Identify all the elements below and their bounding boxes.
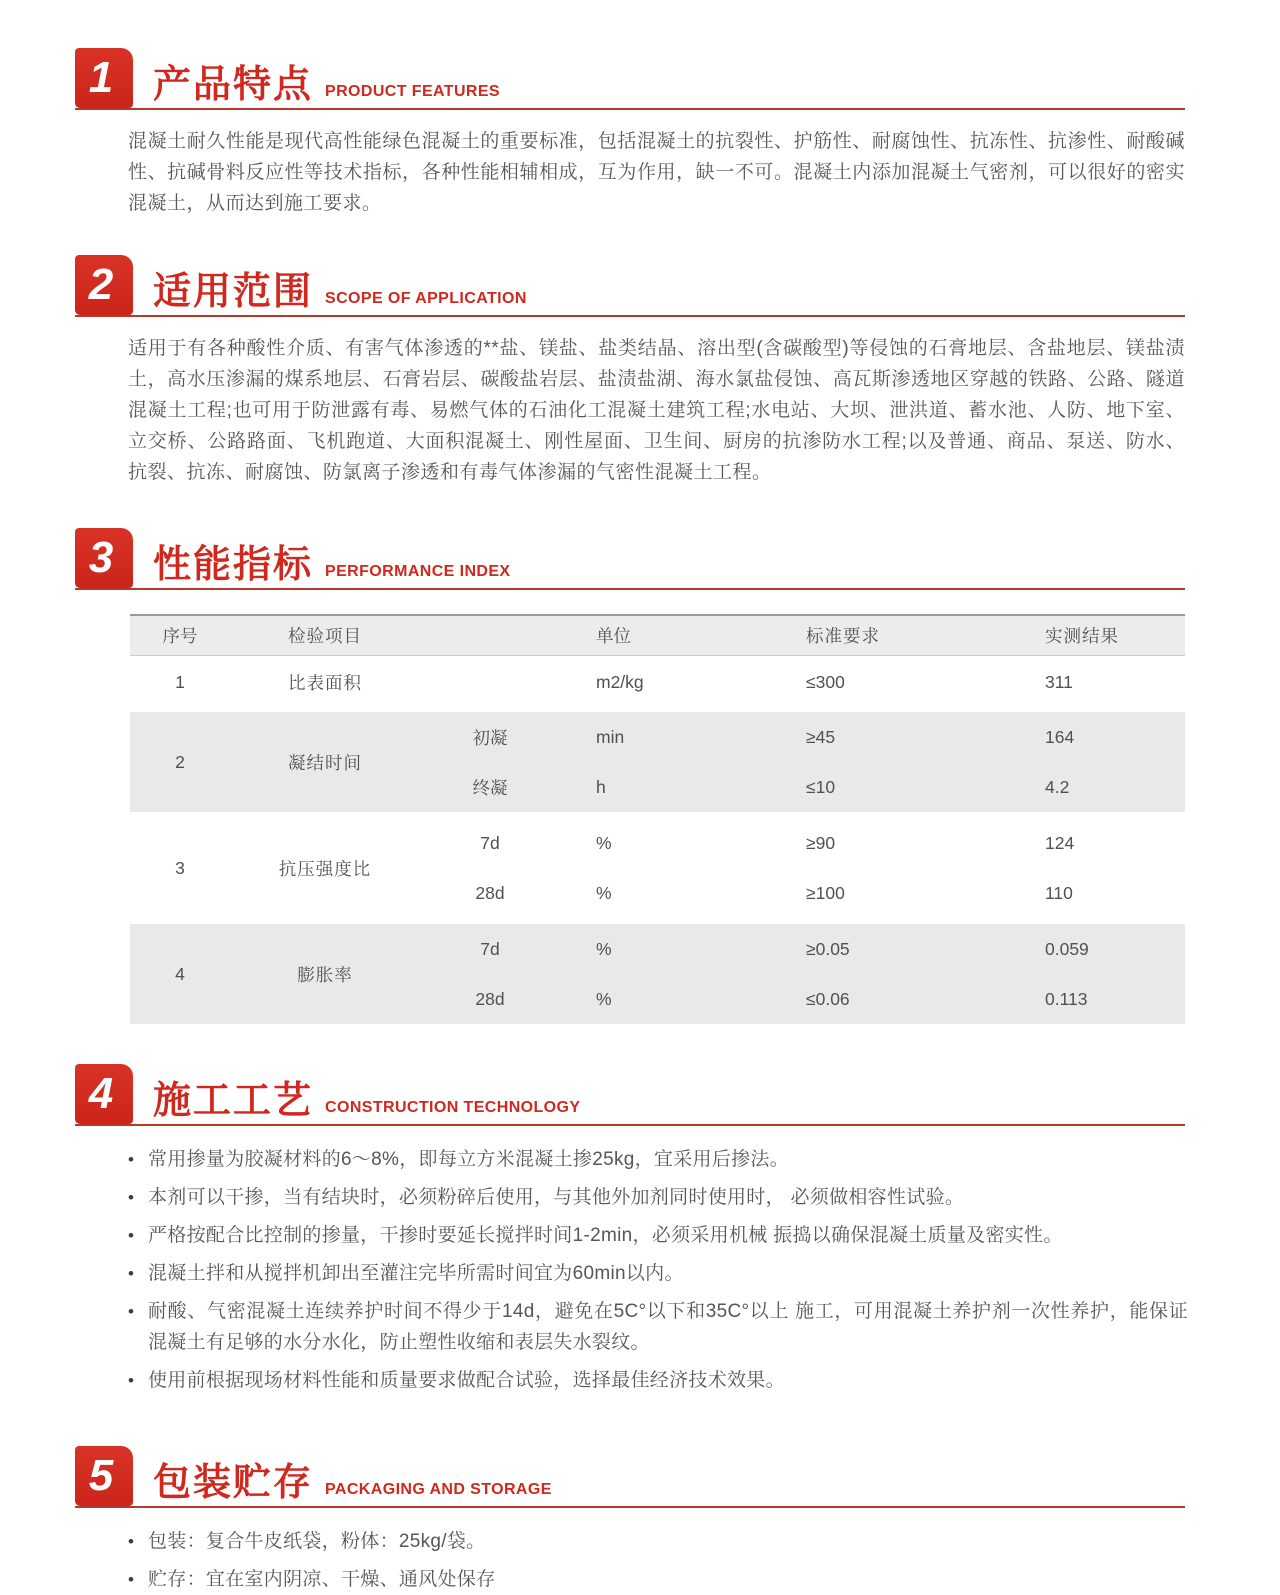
cell-unit: %	[596, 988, 612, 1009]
list-item-text: 本剂可以干掺，当有结块时，必须粉碎后使用，与其他外加剂同时使用时， 必须做相容性试验。	[148, 1187, 965, 1208]
section-1-title: 产品特点	[153, 64, 314, 106]
section-1-subtitle: PRODUCT FEATURES	[325, 83, 501, 100]
section-4-number-badge	[75, 1064, 133, 1124]
section-number: 3	[88, 533, 114, 582]
list-item-text: 耐酸、气密混凝土连续养护时间不得少于14d，避免在5C°以下和35C°以上 施工，可用混凝土养护剂一次性养护，能保证混凝土有足够的水分水化，防止塑性收缩和表层失水裂纹。	[148, 1301, 1188, 1353]
cell-subitem: 初凝	[472, 727, 508, 748]
cell-item: 抗压强度比	[278, 858, 372, 879]
section-number: 5	[88, 1451, 114, 1500]
section-4-title: 施工工艺	[153, 1080, 314, 1122]
list-item	[128, 1564, 1188, 1595]
performance-index-table	[130, 614, 1185, 1024]
list-item	[128, 1182, 1188, 1213]
cell-unit: %	[596, 882, 612, 903]
list-item-text: 混凝土拌和从搅拌机卸出至灌注完毕所需时间宜为60min以内。	[148, 1263, 684, 1284]
cell-unit: h	[596, 776, 606, 797]
section-5-header	[75, 1446, 1185, 1508]
table-group-compressive-strength-ratio	[130, 818, 1185, 918]
cell-unit: m2/kg	[596, 671, 644, 692]
list-item-text: 严格按配合比控制的掺量，干掺时要延长搅拌时间1-2min，必须采用机械 振捣以确保混凝土质量及密实性。	[148, 1225, 1063, 1246]
section-2-subtitle: SCOPE OF APPLICATION	[325, 290, 527, 307]
section-1-number-badge	[75, 48, 133, 108]
cell-subitem: 28d	[475, 882, 505, 903]
cell-unit: min	[596, 726, 625, 747]
cell-index: 1	[175, 671, 185, 692]
bullet-icon: •	[128, 1532, 135, 1551]
cell-subitem: 7d	[480, 832, 500, 853]
cell-result: 164	[1045, 726, 1075, 747]
section-3-subtitle: PERFORMANCE INDEX	[325, 563, 511, 580]
section-2-title: 适用范围	[153, 271, 314, 313]
list-item	[128, 1144, 1188, 1175]
col-header-unit: 单位	[596, 626, 631, 646]
cell-standard: ≤10	[806, 776, 836, 797]
cell-index: 4	[175, 963, 185, 984]
cell-index: 2	[175, 751, 185, 772]
bullet-icon: •	[128, 1371, 135, 1390]
cell-unit: %	[596, 832, 612, 853]
list-item	[128, 1220, 1188, 1251]
list-item-text: 常用掺量为胶凝材料的6～8%，即每立方米混凝土掺25kg，宜采用后掺法。	[148, 1149, 790, 1170]
table-header-row	[130, 614, 1185, 656]
section-construction-technology	[75, 1064, 1188, 1396]
section-product-features	[75, 48, 1185, 219]
section-3-title: 性能指标	[153, 544, 314, 586]
section-5-title: 包装贮存	[153, 1462, 314, 1504]
cell-result: 4.2	[1045, 776, 1070, 797]
bullet-icon: •	[128, 1188, 135, 1207]
cell-standard: ≤300	[806, 671, 845, 692]
cell-item: 比表面积	[288, 672, 362, 693]
section-performance-index	[75, 528, 1185, 1024]
list-item-text: 使用前根据现场材料性能和质量要求做配合试验，选择最佳经济技术效果。	[148, 1370, 785, 1391]
list-item	[128, 1526, 1188, 1557]
cell-item: 膨胀率	[297, 964, 353, 985]
section-3-header	[75, 528, 1185, 590]
section-scope-of-application	[75, 255, 1185, 488]
cell-result: 110	[1045, 882, 1073, 903]
section-1-header	[75, 48, 1185, 110]
col-header-index: 序号	[162, 626, 198, 646]
product-features-paragraph: 混凝土耐久性能是现代高性能绿色混凝土的重要标准，包括混凝土的抗裂性、护筋性、耐腐蚀性、抗冻性、抗渗性、耐酸碱性、抗碱骨料反应性等技术指标，各种性能相辅相成，互为作用，缺一不可。混凝土内添加混凝土气密剂，可以很好的密实混凝土，从而达到施工要求。	[128, 131, 1185, 214]
cell-subitem: 28d	[475, 988, 505, 1009]
section-5-subtitle: PACKAGING AND STORAGE	[325, 1481, 552, 1498]
cell-result: 124	[1045, 832, 1075, 853]
cell-standard: ≥0.05	[806, 938, 850, 959]
cell-item: 凝结时间	[288, 752, 362, 773]
table-group-setting-time	[130, 712, 1185, 812]
cell-standard: ≥45	[806, 726, 836, 747]
cell-index: 3	[175, 857, 185, 878]
list-item	[128, 1258, 1188, 1289]
section-4-subtitle: CONSTRUCTION TECHNOLOGY	[325, 1099, 581, 1116]
section-number: 1	[88, 53, 114, 102]
cell-result: 311	[1045, 671, 1073, 692]
list-item	[128, 1296, 1188, 1358]
bullet-icon: •	[128, 1264, 135, 1283]
section-number: 4	[88, 1069, 114, 1118]
packaging-storage-list	[128, 1526, 1188, 1595]
bullet-icon: •	[128, 1226, 135, 1245]
col-header-result: 实测结果	[1045, 626, 1119, 646]
list-item-text: 贮存：宜在室内阴凉、干燥、通风处保存	[148, 1569, 496, 1590]
cell-subitem: 终凝	[472, 777, 508, 798]
section-2-number-badge	[75, 255, 133, 315]
cell-standard: ≥100	[806, 882, 845, 903]
col-header-standard: 标准要求	[806, 626, 880, 646]
cell-result: 0.113	[1045, 988, 1088, 1009]
section-3-number-badge	[75, 528, 133, 588]
list-item-text: 包装：复合牛皮纸袋，粉体：25kg/袋。	[148, 1531, 486, 1552]
cell-subitem: 7d	[480, 938, 500, 959]
cell-result: 0.059	[1045, 938, 1089, 959]
bullet-icon: •	[128, 1150, 135, 1169]
construction-technology-list	[128, 1144, 1188, 1396]
cell-standard: ≥90	[806, 832, 836, 853]
cell-standard: ≤0.06	[806, 988, 850, 1009]
section-2-header	[75, 255, 1185, 317]
section-number: 2	[88, 260, 114, 309]
section-packaging-and-storage	[75, 1446, 1185, 1595]
table-group-surface-area	[130, 658, 1185, 706]
section-5-number-badge	[75, 1446, 133, 1506]
bullet-icon: •	[128, 1570, 135, 1589]
cell-subitem	[420, 658, 560, 706]
scope-of-application-paragraph: 适用于有各种酸性介质、有害气体渗透的**盐、镁盐、盐类结晶、溶出型(含碳酸型)等侵蚀的石膏地层、含盐地层、镁盐渍土，高水压渗漏的煤系地层、石膏岩层、碳酸盐岩层、盐渍盐湖、海水氯盐侵蚀、高瓦斯渗透地区穿越的铁路、公路、隧道混凝土工程;也可用于防泄露有毒、易燃气体的石油化工混凝土建筑工程;水电站、大坝、泄洪道、蓄水池、人防、地下室、立交桥、公路路面、飞机跑道、大面积混凝土、刚性屋面、卫生间、厨房的抗渗防水工程;以及普通、商品、泵送、防水、抗裂、抗冻、耐腐蚀、防氯离子渗透和有毒气体渗漏的气密性混凝土工程。	[128, 338, 1185, 483]
list-item	[128, 1365, 1188, 1396]
section-4-header	[75, 1064, 1185, 1126]
col-header-item: 检验项目	[288, 626, 362, 646]
table-group-expansion-rate	[130, 924, 1185, 1024]
cell-unit: %	[596, 938, 612, 959]
bullet-icon: •	[128, 1302, 135, 1321]
